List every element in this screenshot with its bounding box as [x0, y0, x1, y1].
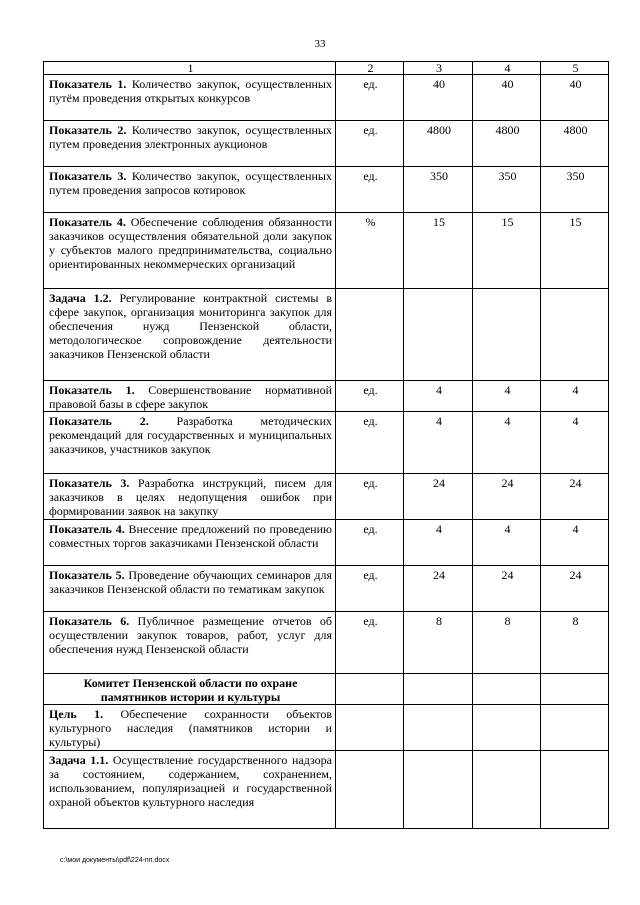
row-value: 24 — [541, 474, 609, 520]
row-description: Цель 1. Обеспечение сохранности объектов культурного наследия (памятников истории и культуры) — [44, 705, 336, 751]
table-row — [44, 381, 609, 412]
table-row — [44, 289, 609, 381]
row-value — [473, 751, 541, 829]
row-value: 15 — [541, 213, 609, 289]
row-unit: % — [336, 213, 404, 289]
row-value: 24 — [541, 566, 609, 612]
table-row — [44, 705, 609, 751]
page-number: 33 — [314, 38, 326, 50]
section-row — [44, 674, 609, 705]
row-unit: ед. — [336, 75, 404, 121]
row-value: 24 — [404, 566, 473, 612]
row-description: Показатель 3. Разработка инструкций, писем для заказчиков в целях недопущения ошибок при формировании заявок на закупку — [44, 474, 336, 520]
row-value: 4 — [404, 412, 473, 474]
row-unit: ед. — [336, 566, 404, 612]
row-value: 4800 — [473, 121, 541, 167]
row-description: Показатель 4. Внесение предложений по проведению совместных торгов заказчиками Пензенской области — [44, 520, 336, 566]
row-description: Показатель 6. Публичное размещение отчетов об осуществлении закупок товаров, работ, услуг для обеспечения нужд Пензенской области — [44, 612, 336, 674]
row-description: Задача 1.1. Осуществление государственного надзора за состоянием, содержанием, сохранением, использованием, популяризацией и государственной охраной объектов культурного наследия — [44, 751, 336, 829]
row-value: 15 — [404, 213, 473, 289]
row-unit — [336, 751, 404, 829]
row-unit — [336, 705, 404, 751]
header-cell: 3 — [404, 62, 473, 75]
row-description: Показатель 2. Количество закупок, осуществленных путем проведения электронных аукционов — [44, 121, 336, 167]
row-unit: ед. — [336, 612, 404, 674]
table-row — [44, 75, 609, 121]
table-row — [44, 612, 609, 674]
row-value: 4 — [541, 381, 609, 412]
row-unit: ед. — [336, 167, 404, 213]
table-row — [44, 474, 609, 520]
row-value — [541, 674, 609, 705]
row-value: 4 — [473, 412, 541, 474]
row-value: 40 — [473, 75, 541, 121]
table-row — [44, 121, 609, 167]
table-row — [44, 213, 609, 289]
row-value: 350 — [404, 167, 473, 213]
table-header-row — [44, 62, 609, 75]
row-value — [404, 705, 473, 751]
header-cell: 4 — [473, 62, 541, 75]
row-value — [404, 751, 473, 829]
row-description: Показатель 2. Разработка методических рекомендаций для государственных и муниципальных заказчиков, участников закупок — [44, 412, 336, 474]
row-value — [541, 289, 609, 381]
table-row — [44, 167, 609, 213]
table-row — [44, 412, 609, 474]
row-value: 24 — [473, 566, 541, 612]
row-unit: ед. — [336, 381, 404, 412]
row-unit — [336, 289, 404, 381]
row-value: 15 — [473, 213, 541, 289]
header-cell: 1 — [44, 62, 336, 75]
row-value: 24 — [473, 474, 541, 520]
row-value — [541, 705, 609, 751]
row-value — [541, 751, 609, 829]
row-value: 8 — [541, 612, 609, 674]
row-unit: ед. — [336, 412, 404, 474]
row-value: 4 — [541, 520, 609, 566]
row-description: Показатель 3. Количество закупок, осуществленных путем проведения запросов котировок — [44, 167, 336, 213]
row-value — [404, 674, 473, 705]
row-value: 350 — [541, 167, 609, 213]
row-value — [404, 289, 473, 381]
row-unit — [336, 674, 404, 705]
row-value: 4 — [404, 520, 473, 566]
row-value: 4800 — [404, 121, 473, 167]
table-row — [44, 751, 609, 829]
row-value: 4 — [404, 381, 473, 412]
row-value: 8 — [404, 612, 473, 674]
indicators-table — [43, 61, 609, 829]
row-unit: ед. — [336, 121, 404, 167]
row-description: Задача 1.2. Регулирование контрактной системы в сфере закупок, организация мониторинга закупок для обеспечения нужд Пензенской области, методологическое сопровождение деятельности заказчиков Пензенской области — [44, 289, 336, 381]
row-unit: ед. — [336, 520, 404, 566]
header-cell: 5 — [541, 62, 609, 75]
table-row — [44, 520, 609, 566]
row-description: Показатель 1. Количество закупок, осуществленных путём проведения открытых конкурсов — [44, 75, 336, 121]
row-description: Показатель 4. Обеспечение соблюдения обязанности заказчиков осуществления обязательной доли закупок у субъектов малого предпринимательства, социально ориентированных некоммерческих организаций — [44, 213, 336, 289]
row-value: 4800 — [541, 121, 609, 167]
footer-file-path: c:\мои документы\pdf\224-пп.docx — [60, 857, 170, 864]
row-value: 350 — [473, 167, 541, 213]
row-value: 24 — [404, 474, 473, 520]
section-title: Комитет Пензенской области по охране памятников истории и культуры — [44, 674, 336, 705]
row-value: 4 — [473, 520, 541, 566]
row-value — [473, 674, 541, 705]
row-value: 40 — [541, 75, 609, 121]
header-cell: 2 — [336, 62, 404, 75]
row-value: 8 — [473, 612, 541, 674]
row-unit: ед. — [336, 474, 404, 520]
table-row — [44, 566, 609, 612]
row-value: 4 — [541, 412, 609, 474]
row-value: 4 — [473, 381, 541, 412]
row-description: Показатель 5. Проведение обучающих семинаров для заказчиков Пензенской области по тематикам закупок — [44, 566, 336, 612]
row-description: Показатель 1. Совершенствование нормативной правовой базы в сфере закупок — [44, 381, 336, 412]
row-value: 40 — [404, 75, 473, 121]
row-value — [473, 289, 541, 381]
row-value — [473, 705, 541, 751]
